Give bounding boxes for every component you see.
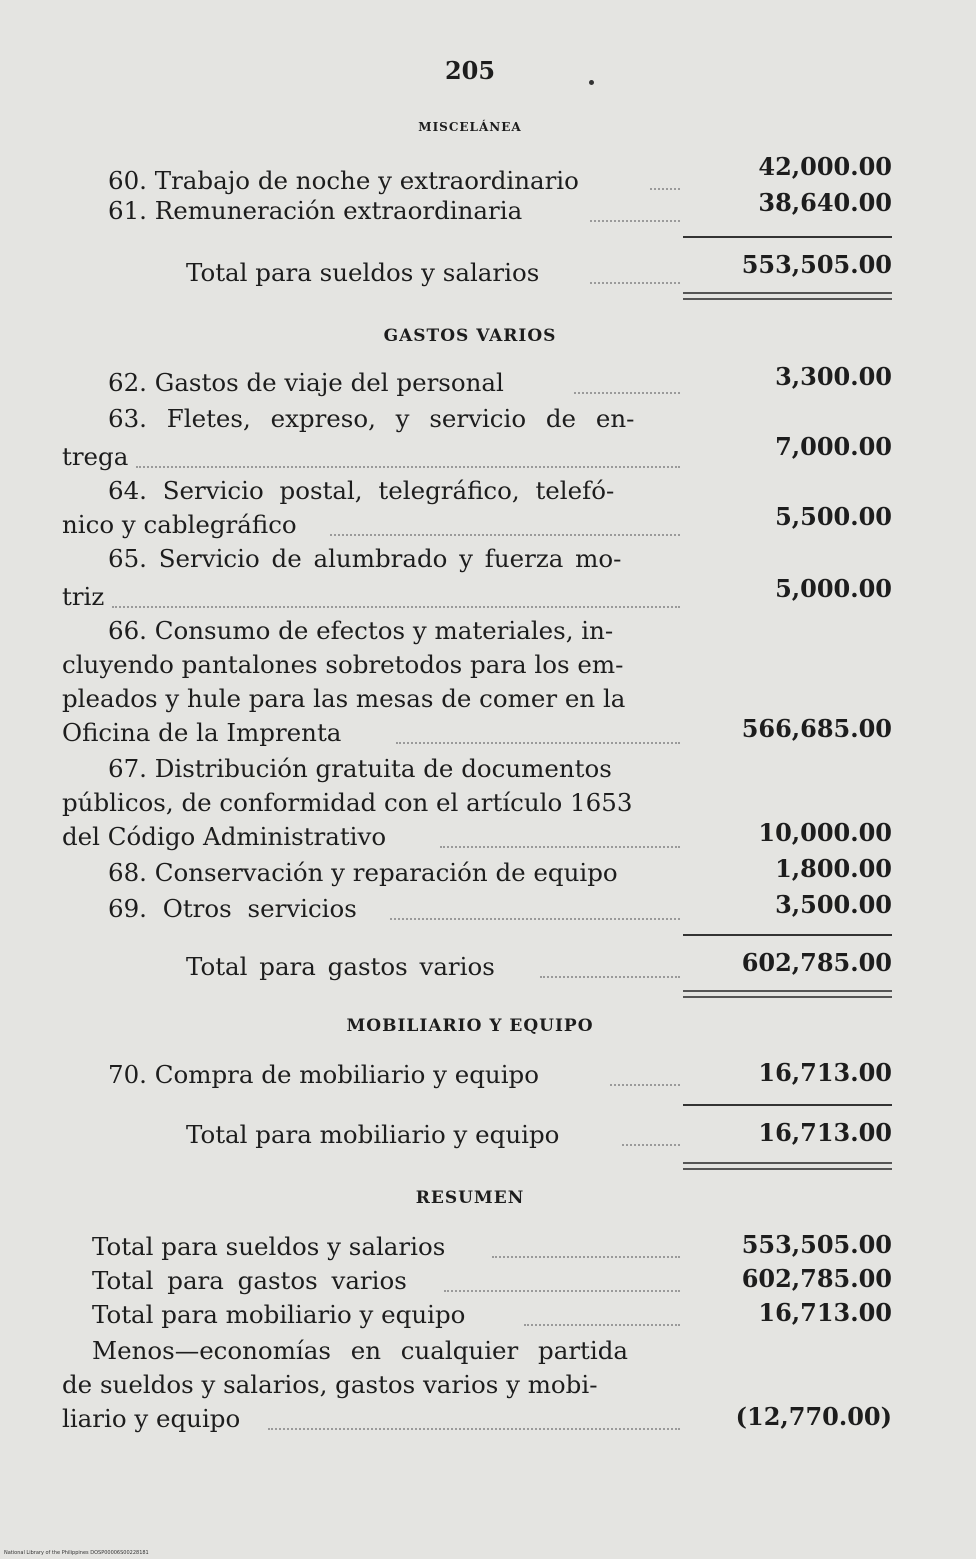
item-66-line-2: cluyendo pantalones sobretodos para los em- bbox=[62, 650, 624, 679]
double-rule bbox=[683, 292, 892, 300]
item-60-text: 60. Trabajo de noche y extraordinario bbox=[108, 166, 579, 195]
total-gastos-amount: 602,785.00 bbox=[741, 948, 892, 977]
resumen-mobiliario-amount: 16,713.00 bbox=[758, 1298, 892, 1327]
item-66-line-4: Oficina de la Imprenta bbox=[62, 718, 342, 747]
item-68-text: 68. Conservación y reparación de equipo bbox=[108, 858, 618, 887]
item-65-amount: 5,000.00 bbox=[775, 574, 892, 603]
resumen-menos-line-3: liario y equipo bbox=[62, 1404, 241, 1433]
item-62-text: 62. Gastos de viaje del personal bbox=[108, 368, 504, 397]
dot-leader bbox=[440, 846, 680, 848]
resumen-gastos-text: Total para gastos varios bbox=[92, 1266, 407, 1295]
dot-leader bbox=[136, 466, 680, 468]
dot-leader bbox=[492, 1256, 680, 1258]
resumen-menos-amount: (12,770.00) bbox=[735, 1402, 892, 1431]
item-66-line-3: pleados y hule para las mesas de comer en la bbox=[62, 684, 626, 713]
item-67-line-1: 67. Distribución gratuita de documentos bbox=[108, 754, 612, 783]
dot-leader bbox=[330, 534, 680, 536]
item-63-line-1: 63. Fletes, expreso, y servicio de en- bbox=[108, 404, 635, 433]
dot-leader bbox=[390, 918, 680, 920]
dot-leader bbox=[650, 188, 680, 190]
item-69-text: 69. Otros servicios bbox=[108, 894, 357, 923]
total-rule bbox=[683, 1104, 892, 1106]
section-heading-miscelanea: MISCELÁNEA bbox=[418, 120, 522, 134]
item-68-amount: 1,800.00 bbox=[775, 854, 892, 883]
dot-leader bbox=[622, 1144, 680, 1146]
dot-leader bbox=[524, 1324, 680, 1326]
item-63-line-2: trega bbox=[62, 442, 129, 471]
item-63-amount: 7,000.00 bbox=[775, 432, 892, 461]
dot-leader bbox=[540, 976, 680, 978]
item-70-amount: 16,713.00 bbox=[758, 1058, 892, 1087]
section-heading-gastos-varios: GASTOS VARIOS bbox=[383, 326, 557, 346]
item-60-amount: 42,000.00 bbox=[758, 152, 892, 181]
item-67-amount: 10,000.00 bbox=[758, 818, 892, 847]
item-61-amount: 38,640.00 bbox=[758, 188, 892, 217]
total-rule bbox=[683, 236, 892, 238]
resumen-gastos-amount: 602,785.00 bbox=[741, 1264, 892, 1293]
resumen-mobiliario-text: Total para mobiliario y equipo bbox=[92, 1300, 466, 1329]
item-64-amount: 5,500.00 bbox=[775, 502, 892, 531]
item-61-text: 61. Remuneración extraordinaria bbox=[108, 196, 523, 225]
item-67-line-3: del Código Administrativo bbox=[62, 822, 387, 851]
resumen-menos-line-2: de sueldos y salarios, gastos varios y mobi- bbox=[62, 1370, 598, 1399]
item-64-line-2: nico y cablegráfico bbox=[62, 510, 297, 539]
resumen-sueldos-text: Total para sueldos y salarios bbox=[92, 1232, 446, 1261]
item-69-amount: 3,500.00 bbox=[775, 890, 892, 919]
item-62-amount: 3,300.00 bbox=[775, 362, 892, 391]
dot-leader bbox=[574, 392, 680, 394]
library-footer: National Library of the Philippines DOSP00006S00228181 bbox=[4, 1550, 149, 1556]
dot-leader bbox=[444, 1290, 680, 1292]
resumen-sueldos-amount: 553,505.00 bbox=[741, 1230, 892, 1259]
dot-leader bbox=[610, 1084, 680, 1086]
dot-leader bbox=[590, 220, 680, 222]
total-gastos-text: Total para gastos varios bbox=[186, 952, 495, 981]
dot-leader bbox=[396, 742, 680, 744]
total-rule bbox=[683, 934, 892, 936]
double-rule bbox=[683, 1162, 892, 1170]
total-sueldos-amount: 553,505.00 bbox=[741, 250, 892, 279]
section-heading-resumen: RESUMEN bbox=[415, 1188, 525, 1208]
dot-leader bbox=[112, 606, 680, 608]
section-heading-mobiliario: MOBILIARIO Y EQUIPO bbox=[346, 1016, 594, 1036]
dot-leader bbox=[268, 1428, 680, 1430]
item-67-line-2: públicos, de conformidad con el artículo 1653 bbox=[62, 788, 633, 817]
dot-leader bbox=[590, 282, 680, 284]
total-mobiliario-amount: 16,713.00 bbox=[758, 1118, 892, 1147]
page-number: 205 bbox=[444, 56, 496, 85]
item-70-text: 70. Compra de mobiliario y equipo bbox=[108, 1060, 539, 1089]
item-64-line-1: 64. Servicio postal, telegráfico, telefó- bbox=[108, 476, 615, 505]
item-65-line-2: triz bbox=[62, 582, 105, 611]
total-sueldos-text: Total para sueldos y salarios bbox=[186, 258, 540, 287]
item-66-amount: 566,685.00 bbox=[741, 714, 892, 743]
item-65-line-1: 65. Servicio de alumbrado y fuerza mo- bbox=[108, 544, 622, 573]
total-mobiliario-text: Total para mobiliario y equipo bbox=[186, 1120, 560, 1149]
ink-speck bbox=[589, 80, 594, 85]
item-66-line-1: 66. Consumo de efectos y materiales, in- bbox=[108, 616, 614, 645]
double-rule bbox=[683, 990, 892, 998]
resumen-menos-line-1: Menos—economías en cualquier partida bbox=[92, 1336, 629, 1365]
